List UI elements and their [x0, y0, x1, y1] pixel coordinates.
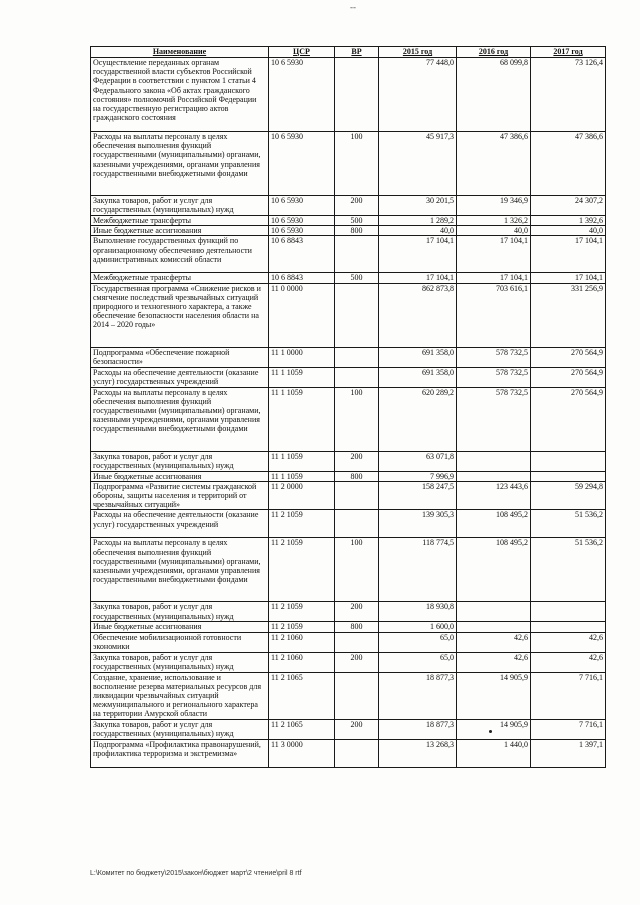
value-2017-cell: 47 386,6 — [531, 132, 606, 196]
value-2015-cell: 77 448,0 — [379, 58, 457, 132]
value-2016-cell: 108 495,2 — [457, 510, 531, 538]
value-2017-cell: 7 716,1 — [531, 719, 606, 739]
csr-cell: 11 1 0000 — [269, 347, 335, 367]
vr-cell — [335, 739, 379, 767]
table-row — [91, 481, 606, 510]
csr-cell: 11 2 1059 — [269, 510, 335, 538]
csr-cell: 10 6 8843 — [269, 236, 335, 273]
value-2017-cell: 7 716,1 — [531, 672, 606, 719]
table-row — [91, 451, 606, 471]
csr-cell: 11 2 0000 — [269, 481, 335, 510]
vr-cell — [335, 367, 379, 387]
value-2017-cell: 331 256,9 — [531, 283, 606, 347]
value-2017-cell: 1 397,1 — [531, 739, 606, 767]
table-row — [91, 602, 606, 622]
value-2015-cell: 139 305,3 — [379, 510, 457, 538]
value-2017-cell: 270 564,9 — [531, 387, 606, 451]
table-row — [91, 283, 606, 347]
vr-cell: 100 — [335, 132, 379, 196]
table-row — [91, 58, 606, 132]
header-name: Наименование — [91, 47, 269, 58]
budget-table — [90, 46, 606, 768]
value-2017-cell: 270 564,9 — [531, 367, 606, 387]
table-row — [91, 672, 606, 719]
csr-cell: 11 0 0000 — [269, 283, 335, 347]
table-header-row — [91, 47, 606, 58]
table-row — [91, 216, 606, 226]
name-cell: Обеспечение мобилизационной готовности экономики — [91, 632, 269, 652]
table-row — [91, 538, 606, 602]
value-2015-cell: 862 873,8 — [379, 283, 457, 347]
table-row — [91, 387, 606, 451]
csr-cell: 11 2 1059 — [269, 538, 335, 602]
value-2015-cell: 7 996,9 — [379, 471, 457, 481]
header-vr: ВР — [335, 47, 379, 58]
vr-cell: 100 — [335, 387, 379, 451]
value-2017-cell: 17 104,1 — [531, 273, 606, 283]
value-2016-cell: 42,6 — [457, 632, 531, 652]
csr-cell: 11 1 1059 — [269, 387, 335, 451]
vr-cell: 200 — [335, 451, 379, 471]
value-2017-cell: 51 536,2 — [531, 538, 606, 602]
value-2015-cell: 691 358,0 — [379, 347, 457, 367]
table-row — [91, 347, 606, 367]
value-2016-cell: 703 616,1 — [457, 283, 531, 347]
vr-cell: 800 — [335, 226, 379, 236]
header-2016: 2016 год — [457, 47, 531, 58]
value-2015-cell: 30 201,5 — [379, 196, 457, 216]
value-2016-cell: 14 905,9 — [457, 672, 531, 719]
value-2016-cell — [457, 451, 531, 471]
name-cell: Расходы на выплаты персоналу в целях обеспечения выполнения функций государственными (муниципальными) органами, казенными учреждениями, органами управления государственными внебюджетными фондами — [91, 387, 269, 451]
value-2016-cell: 108 495,2 — [457, 538, 531, 602]
vr-cell — [335, 58, 379, 132]
csr-cell: 11 1 1059 — [269, 367, 335, 387]
value-2015-cell: 17 104,1 — [379, 273, 457, 283]
table-row — [91, 739, 606, 767]
vr-cell — [335, 236, 379, 273]
scan-speck — [489, 730, 492, 733]
name-cell: Создание, хранение, использование и восполнение резерва материальных ресурсов для ликвидации чрезвычайных ситуаций межмуниципального и регионального характера на территории Амурской области — [91, 672, 269, 719]
header-csr: ЦСР — [269, 47, 335, 58]
value-2016-cell: 42,6 — [457, 652, 531, 672]
value-2017-cell: 51 536,2 — [531, 510, 606, 538]
name-cell: Иные бюджетные ассигнования — [91, 622, 269, 632]
value-2015-cell: 45 917,3 — [379, 132, 457, 196]
name-cell: Закупка товаров, работ и услуг для государственных (муниципальных) нужд — [91, 196, 269, 216]
table-row — [91, 236, 606, 273]
vr-cell: 200 — [335, 196, 379, 216]
vr-cell: 500 — [335, 216, 379, 226]
value-2016-cell — [457, 622, 531, 632]
name-cell: Расходы на выплаты персоналу в целях обеспечения выполнения функций государственными (муниципальными) органами, казенными учреждениями, органами управления государственными внебюджетными фондами — [91, 132, 269, 196]
value-2017-cell: 24 307,2 — [531, 196, 606, 216]
value-2017-cell: 40,0 — [531, 226, 606, 236]
vr-cell: 800 — [335, 471, 379, 481]
name-cell: Закупка товаров, работ и услуг для государственных (муниципальных) нужд — [91, 451, 269, 471]
value-2017-cell — [531, 451, 606, 471]
value-2015-cell: 65,0 — [379, 632, 457, 652]
value-2017-cell — [531, 471, 606, 481]
vr-cell — [335, 481, 379, 510]
value-2017-cell — [531, 602, 606, 622]
csr-cell: 11 1 1059 — [269, 451, 335, 471]
value-2016-cell: 47 386,6 — [457, 132, 531, 196]
vr-cell: 200 — [335, 652, 379, 672]
value-2015-cell: 63 071,8 — [379, 451, 457, 471]
page-top-mark: -- — [350, 2, 356, 12]
vr-cell: 500 — [335, 273, 379, 283]
csr-cell: 10 6 5930 — [269, 226, 335, 236]
header-2015: 2015 год — [379, 47, 457, 58]
name-cell: Межбюджетные трансферты — [91, 216, 269, 226]
name-cell: Иные бюджетные ассигнования — [91, 226, 269, 236]
csr-cell: 11 2 1065 — [269, 672, 335, 719]
value-2015-cell: 18 877,3 — [379, 719, 457, 739]
table-row — [91, 367, 606, 387]
vr-cell: 200 — [335, 602, 379, 622]
vr-cell — [335, 632, 379, 652]
value-2017-cell: 73 126,4 — [531, 58, 606, 132]
value-2016-cell — [457, 602, 531, 622]
table-row — [91, 719, 606, 739]
csr-cell: 11 2 1060 — [269, 652, 335, 672]
value-2015-cell: 18 930,8 — [379, 602, 457, 622]
value-2016-cell: 19 346,9 — [457, 196, 531, 216]
name-cell: Иные бюджетные ассигнования — [91, 471, 269, 481]
name-cell: Расходы на обеспечение деятельности (оказание услуг) государственных учреждений — [91, 367, 269, 387]
value-2016-cell: 123 443,6 — [457, 481, 531, 510]
csr-cell: 11 1 1059 — [269, 471, 335, 481]
table-row — [91, 622, 606, 632]
value-2016-cell: 68 099,8 — [457, 58, 531, 132]
name-cell: Осуществление переданных органам государственной власти субъектов Российской Федерации в соответствии с пунктом 1 статьи 4 Федерального закона «Об актах гражданского состояния» полномочий Российской Федерации на государственную регистрацию актов гражданского состояния — [91, 58, 269, 132]
value-2016-cell: 1 440,0 — [457, 739, 531, 767]
value-2017-cell: 270 564,9 — [531, 347, 606, 367]
value-2015-cell: 691 358,0 — [379, 367, 457, 387]
name-cell: Расходы на выплаты персоналу в целях обеспечения выполнения функций государственными (муниципальными) органами, казенными учреждениями, органами управления государственными внебюджетными фондами — [91, 538, 269, 602]
table-row — [91, 132, 606, 196]
csr-cell: 11 3 0000 — [269, 739, 335, 767]
value-2015-cell: 18 877,3 — [379, 672, 457, 719]
name-cell: Подпрограмма «Развитие системы гражданской обороны, защиты населения и территорий от чрезвычайных ситуаций» — [91, 481, 269, 510]
table-row — [91, 196, 606, 216]
value-2017-cell — [531, 622, 606, 632]
value-2016-cell: 578 732,5 — [457, 367, 531, 387]
csr-cell: 10 6 5930 — [269, 216, 335, 226]
value-2015-cell: 65,0 — [379, 652, 457, 672]
name-cell: Подпрограмма «Профилактика правонарушений, профилактика терроризма и экстремизма» — [91, 739, 269, 767]
value-2016-cell — [457, 471, 531, 481]
csr-cell: 10 6 5930 — [269, 58, 335, 132]
vr-cell: 100 — [335, 538, 379, 602]
table-row — [91, 273, 606, 283]
name-cell: Подпрограмма «Обеспечение пожарной безопасности» — [91, 347, 269, 367]
name-cell: Закупка товаров, работ и услуг для государственных (муниципальных) нужд — [91, 602, 269, 622]
name-cell: Расходы на обеспечение деятельности (оказание услуг) государственных учреждений — [91, 510, 269, 538]
value-2017-cell: 1 392,6 — [531, 216, 606, 226]
name-cell: Государственная программа «Снижение рисков и смягчение последствий чрезвычайных ситуаций природного и техногенного характера, а также обеспечение безопасности населения области на 2014 – 2020 годы» — [91, 283, 269, 347]
name-cell: Выполнение государственных функций по организационному обеспечению деятельности административных комиссий области — [91, 236, 269, 273]
table-row — [91, 226, 606, 236]
value-2015-cell: 13 268,3 — [379, 739, 457, 767]
table-row — [91, 652, 606, 672]
file-path-footer: L:\Комитет по бюджету\2015\закон\бюджет март\2 чтение\pril 8 rtf — [90, 870, 302, 877]
value-2016-cell: 578 732,5 — [457, 347, 531, 367]
value-2017-cell: 59 294,8 — [531, 481, 606, 510]
vr-cell — [335, 510, 379, 538]
value-2016-cell: 17 104,1 — [457, 273, 531, 283]
csr-cell: 10 6 8843 — [269, 273, 335, 283]
value-2017-cell: 42,6 — [531, 652, 606, 672]
table-row — [91, 632, 606, 652]
vr-cell — [335, 672, 379, 719]
value-2016-cell: 14 905,9 — [457, 719, 531, 739]
header-2017: 2017 год — [531, 47, 606, 58]
name-cell: Закупка товаров, работ и услуг для государственных (муниципальных) нужд — [91, 652, 269, 672]
value-2015-cell: 1 289,2 — [379, 216, 457, 226]
csr-cell: 11 2 1060 — [269, 632, 335, 652]
csr-cell: 11 2 1059 — [269, 602, 335, 622]
vr-cell: 200 — [335, 719, 379, 739]
name-cell: Закупка товаров, работ и услуг для государственных (муниципальных) нужд — [91, 719, 269, 739]
value-2016-cell: 1 326,2 — [457, 216, 531, 226]
value-2015-cell: 17 104,1 — [379, 236, 457, 273]
value-2017-cell: 42,6 — [531, 632, 606, 652]
value-2015-cell: 118 774,5 — [379, 538, 457, 602]
vr-cell — [335, 347, 379, 367]
csr-cell: 11 2 1065 — [269, 719, 335, 739]
csr-cell: 11 2 1059 — [269, 622, 335, 632]
value-2015-cell: 620 289,2 — [379, 387, 457, 451]
value-2016-cell: 17 104,1 — [457, 236, 531, 273]
vr-cell: 800 — [335, 622, 379, 632]
value-2016-cell: 40,0 — [457, 226, 531, 236]
value-2015-cell: 158 247,5 — [379, 481, 457, 510]
csr-cell: 10 6 5930 — [269, 132, 335, 196]
vr-cell — [335, 283, 379, 347]
table-row — [91, 471, 606, 481]
value-2017-cell: 17 104,1 — [531, 236, 606, 273]
csr-cell: 10 6 5930 — [269, 196, 335, 216]
table-row — [91, 510, 606, 538]
name-cell: Межбюджетные трансферты — [91, 273, 269, 283]
value-2015-cell: 1 600,0 — [379, 622, 457, 632]
value-2015-cell: 40,0 — [379, 226, 457, 236]
value-2016-cell: 578 732,5 — [457, 387, 531, 451]
